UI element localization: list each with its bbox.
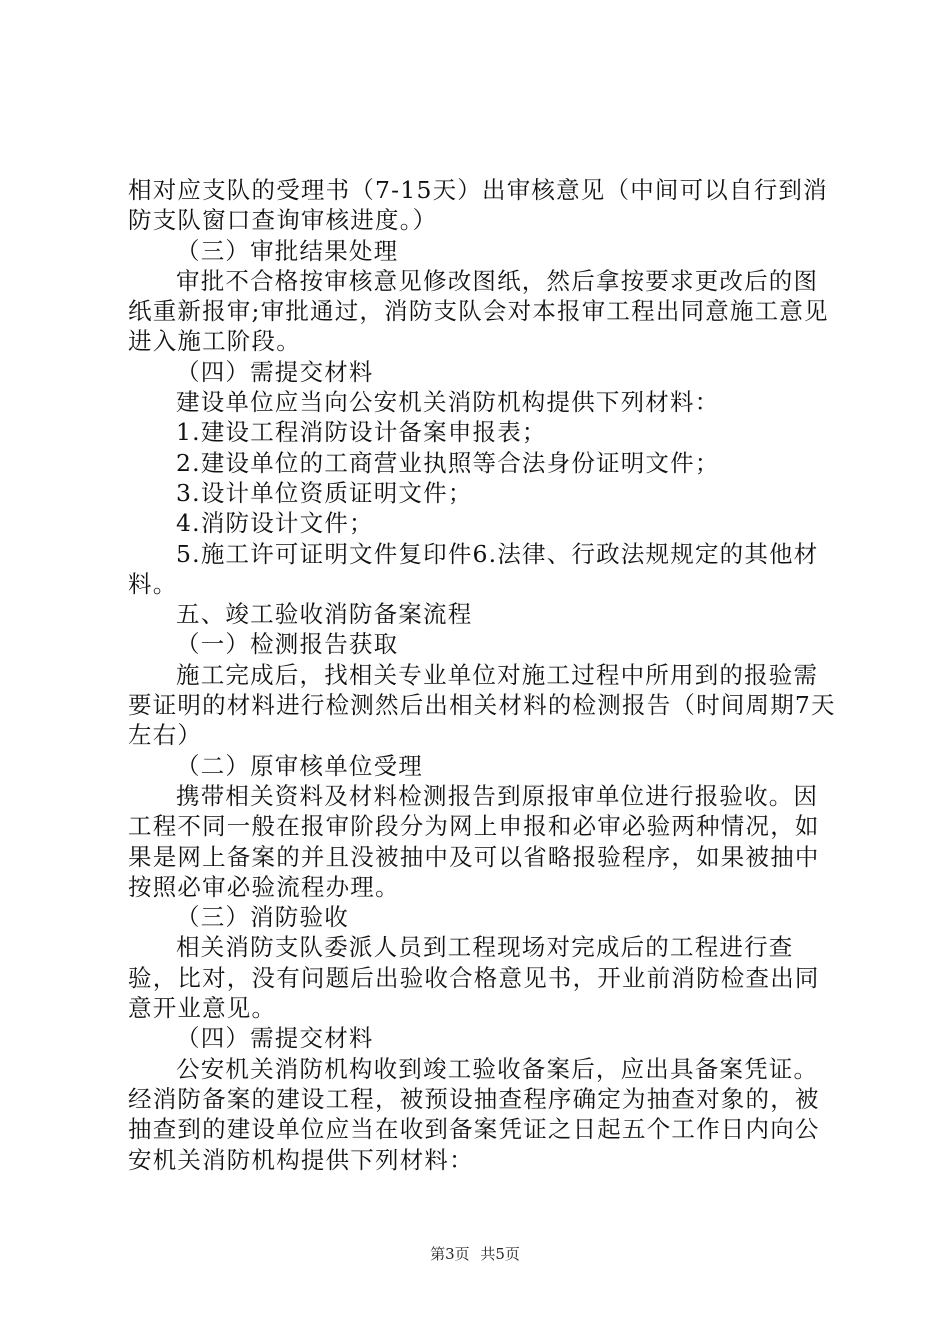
section-heading-materials-2: （四）需提交材料 — [176, 1024, 374, 1053]
section-heading-materials: （四）需提交材料 — [176, 357, 374, 386]
document-body — [128, 175, 838, 1175]
chapter-heading-completion-acceptance: 五、竣工验收消防备案流程 — [176, 600, 473, 629]
list-item-2: 2.建设单位的工商营业执照等合法身份证明文件； — [176, 448, 720, 477]
list-item-1: 1.建设工程消防设计备案申报表； — [176, 418, 547, 447]
page-total: 共5页 — [480, 1245, 520, 1263]
page-footer — [0, 1243, 950, 1264]
paragraph-test-report: 施工完成后，找相关专业单位对施工过程中所用到的报验需要证明的材料进行检测然后出相关材料的检测报告（时间周期7天左右） — [128, 660, 836, 750]
paragraph-review-opinion: 相对应支队的受理书（7-15天）出审核意见（中间可以自行到消防支队窗口查询审核进度。） — [128, 176, 828, 235]
paragraph-original-unit: 携带相关资料及材料检测报告到原报审单位进行报验收。因工程不同一般在报审阶段分为网上申报和必审必验两种情况，如果是网上备案的并且没被抽中及可以省略报验程序，如果被抽中按照必审必验流程办理。 — [128, 781, 820, 901]
page-number: 第3页 — [430, 1245, 470, 1263]
section-heading-approval-result: （三）审批结果处理 — [176, 236, 399, 265]
list-item-4: 4.消防设计文件； — [176, 509, 374, 538]
section-heading-original-unit: （二）原审核单位受理 — [176, 751, 423, 780]
paragraph-fire-acceptance: 相关消防支队委派人员到工程现场对完成后的工程进行查验，比对，没有问题后出验收合格意见书，开业前消防检查出同意开业意见。 — [128, 933, 820, 1023]
section-heading-test-report: （一）检测报告获取 — [176, 630, 399, 659]
paragraph-approval-result: 审批不合格按审核意见修改图纸，然后拿按要求更改后的图纸重新报审;审批通过，消防支队会对本报审工程出同意施工意见进入施工阶段。 — [128, 266, 829, 356]
paragraph-materials-2: 公安机关消防机构收到竣工验收备案后，应出具备案凭证。经消防备案的建设工程，被预设抽查程序确定为抽查对象的，被抽查到的建设单位应当在收到备案凭证之日起五个工作日内向公安机关消防机构提供下列材料： — [128, 1054, 820, 1174]
list-item-5-6: 5.施工许可证明文件复印件6.法律、行政法规规定的其他材料。 — [128, 539, 819, 598]
list-item-3: 3.设计单位资质证明文件； — [176, 478, 473, 507]
paragraph-materials-intro: 建设单位应当向公安机关消防机构提供下列材料： — [176, 388, 720, 417]
section-heading-fire-acceptance: （三）消防验收 — [176, 903, 349, 932]
